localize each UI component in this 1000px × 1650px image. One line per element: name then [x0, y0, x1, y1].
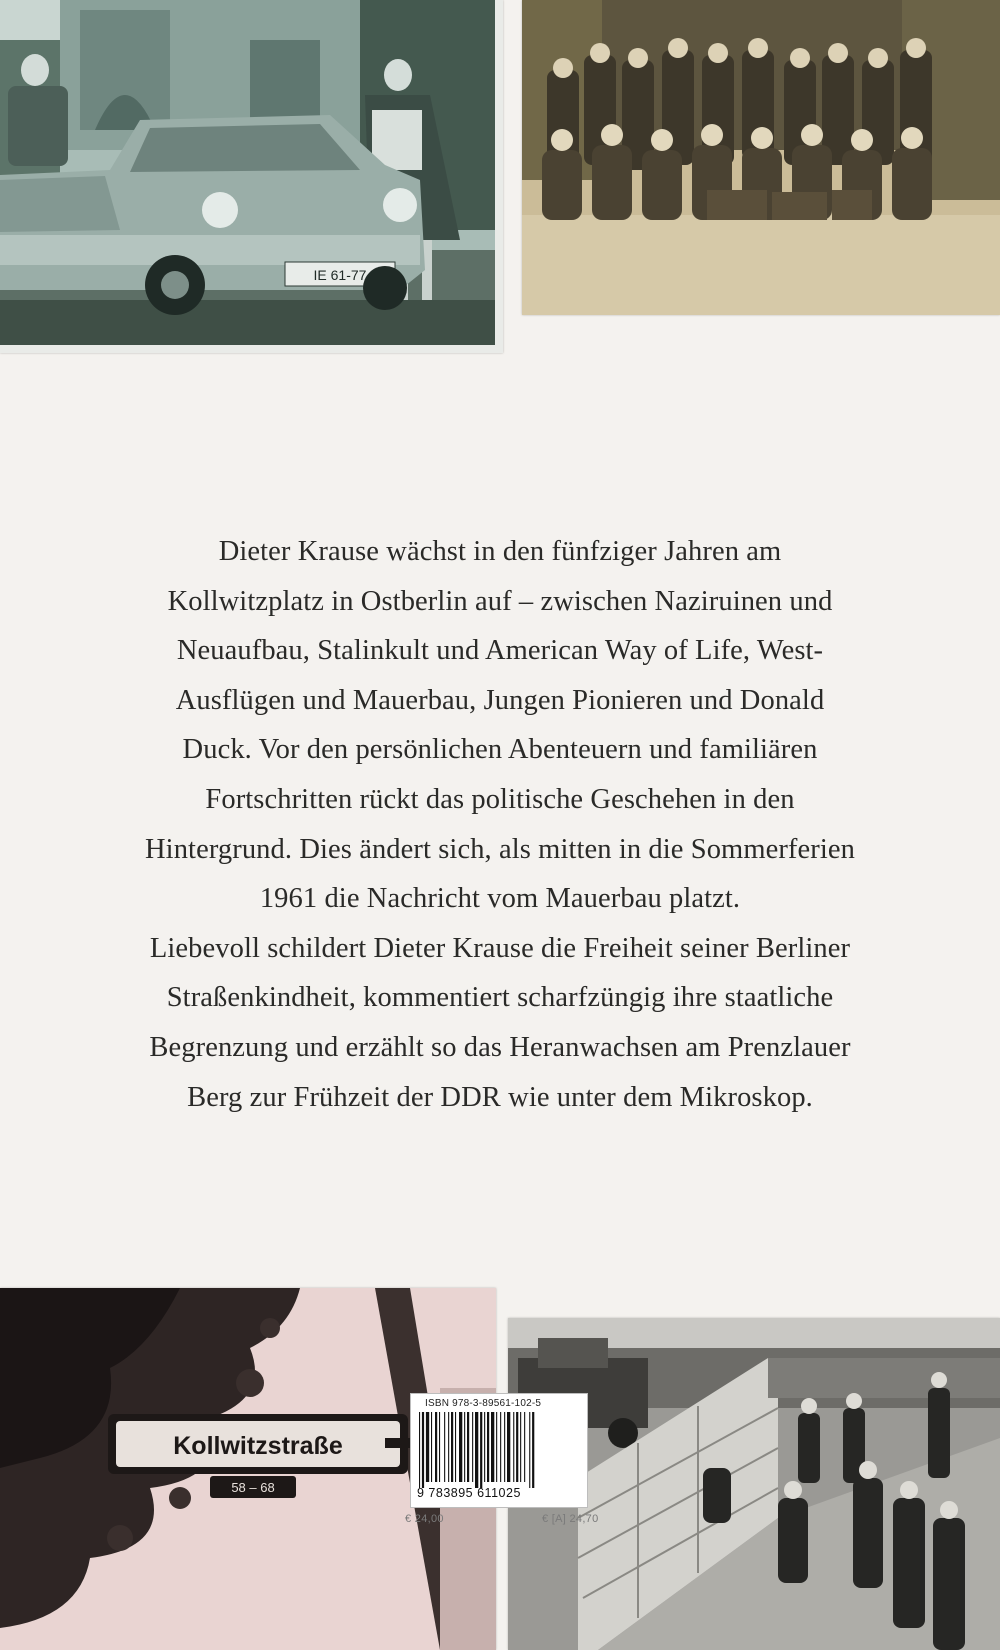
price-germany: € 24,00 [405, 1513, 444, 1525]
barcode-bars [417, 1412, 577, 1488]
blurb-line: Hintergrund. Dies ändert sich, als mitten in die Sommerferien [145, 833, 855, 865]
barcode-number: 9 783895 611025 [417, 1486, 521, 1500]
license-plate: IE 61-77 [313, 267, 367, 283]
blurb-text [40, 527, 960, 1122]
blurb-line: Fortschritten rückt das politische Geschehen in den [205, 783, 795, 815]
blurb-line: 1961 die Nachricht vom Mauerbau platzt. [259, 883, 741, 915]
blurb-line: Liebevoll schildert Dieter Krause die Freiheit seiner Berliner [149, 932, 851, 964]
blurb-line: Duck. Vor den persönlichen Abenteuern und familiären [182, 734, 818, 766]
photo-trabant-car [0, 0, 503, 353]
blurb-line: Straßenkindheit, kommentiert scharfzüngig ihre staatliche [166, 982, 834, 1014]
isbn-label: ISBN 978-3-89561-102-5 [425, 1398, 542, 1409]
street-sign-name: Kollwitzstraße [173, 1432, 343, 1460]
blurb-line: Neuaufbau, Stalinkult und American Way of Life, West- [176, 635, 824, 667]
blurb-line: Dieter Krause wächst in den fünfziger Jahren am [218, 536, 782, 567]
blurb-line: Begrenzung und erzählt so das Heranwachsen am Prenzlauer [149, 1031, 851, 1063]
photo-school-class [522, 0, 1000, 315]
blurb-line: Kollwitzplatz in Ostberlin auf – zwischen Naziruinen und [167, 585, 833, 617]
blurb-line: Ausflügen und Mauerbau, Jungen Pionieren und Donald [175, 684, 825, 716]
blurb-line: Berg zur Frühzeit der DDR wie unter dem Mikroskop. [187, 1081, 813, 1113]
street-sign-numbers: 58 – 68 [231, 1480, 275, 1495]
price-austria: € [A] 24,70 [542, 1513, 599, 1525]
barcode-block [410, 1393, 588, 1508]
